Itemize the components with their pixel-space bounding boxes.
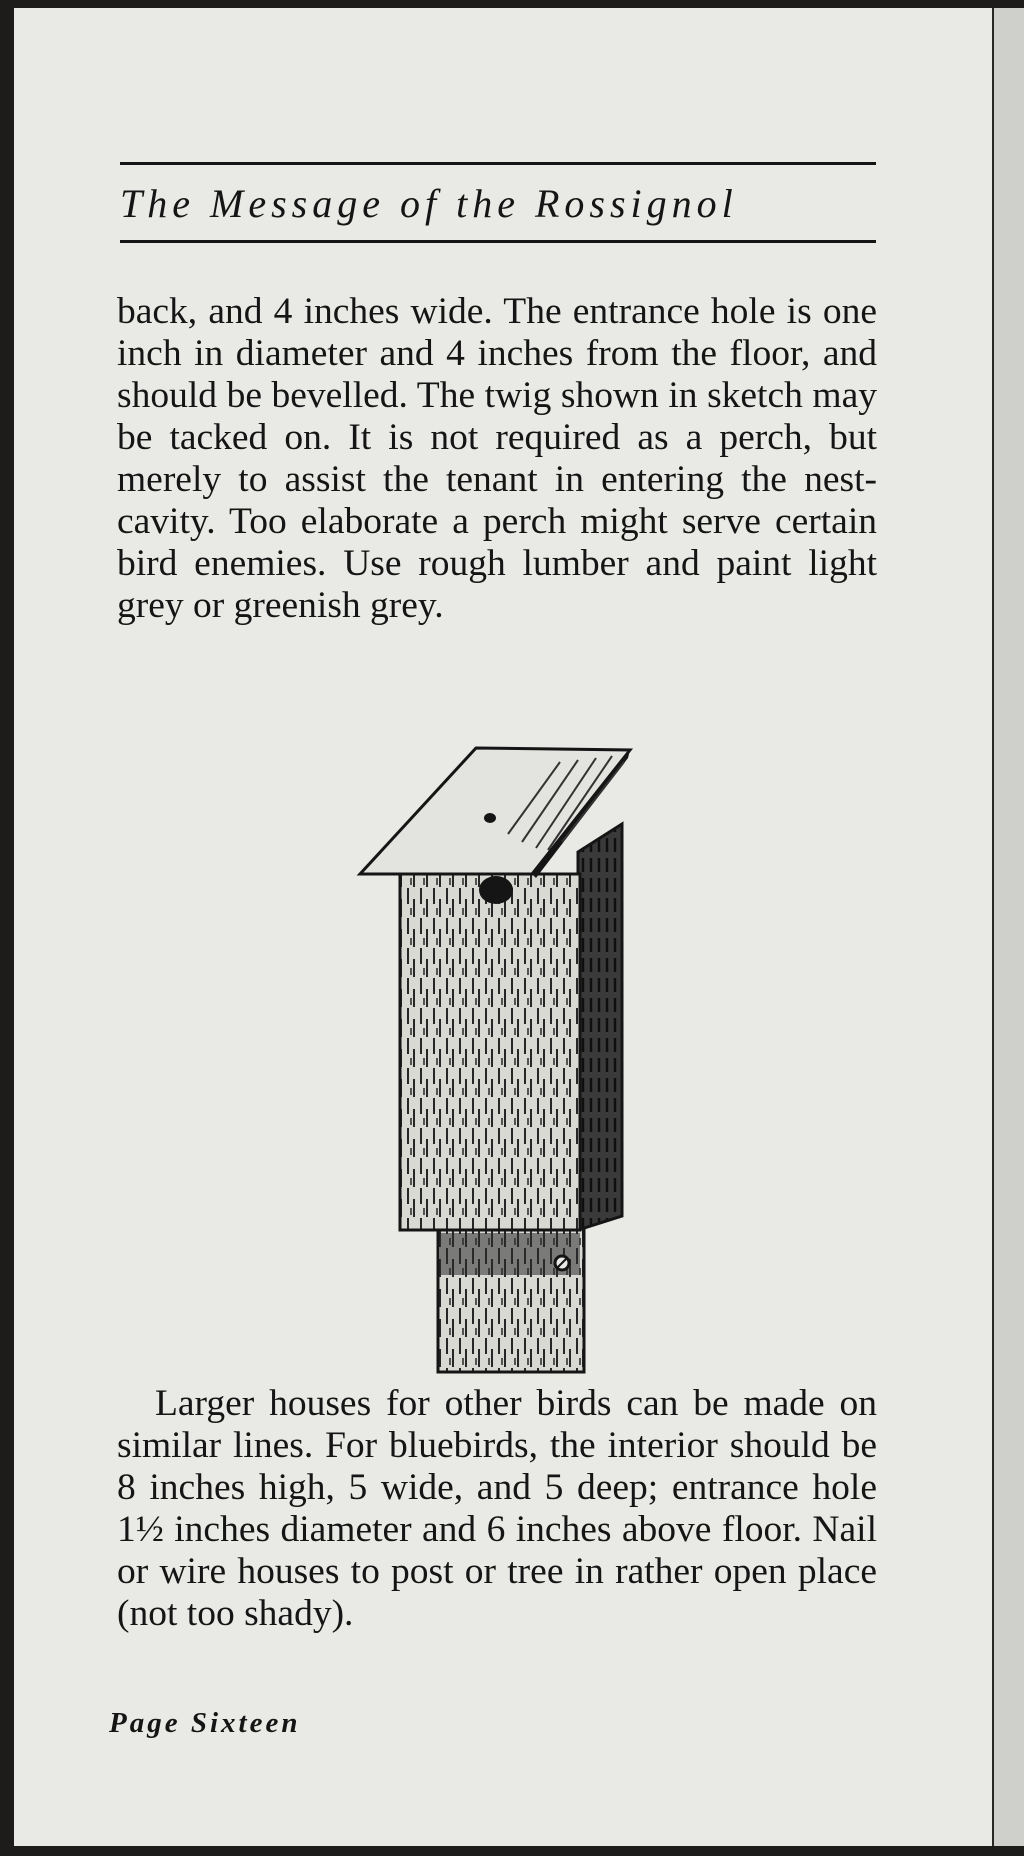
- body-paragraph-2: Larger houses for other birds can be made on similar lines. For bluebirds, the interior should be 8 inches high, 5 wide, and 5 deep; entrance hole 1½ inches diameter and 6 inches above floor. Nail or wire houses to post or tree in rather open place (not too shady).: [117, 1383, 877, 1634]
- page-number: Page Sixteen: [109, 1707, 301, 1739]
- roof-nail-hole: [484, 813, 496, 823]
- running-header: The Message of the Rossignol: [120, 181, 738, 226]
- entrance-hole: [479, 876, 513, 904]
- header-rule-bottom: [120, 240, 876, 243]
- body-paragraph-1: back, and 4 inches wide. The entrance hole is one inch in diameter and 4 inches from the floor, and should be bevelled. The twig shown in sketch may be tacked on. It is not required as a perch, but merely to assist the tenant in entering the nest-cavity. Too elaborate a perch might serve certain bird enemies. Use rough lumber and paint light grey or greenish grey.: [117, 291, 877, 626]
- front-panel: [400, 874, 580, 1230]
- side-panel: [578, 824, 622, 1230]
- header-rule-top: [120, 162, 876, 165]
- birdhouse-illustration: [340, 738, 640, 1378]
- page-edge: [992, 8, 1024, 1846]
